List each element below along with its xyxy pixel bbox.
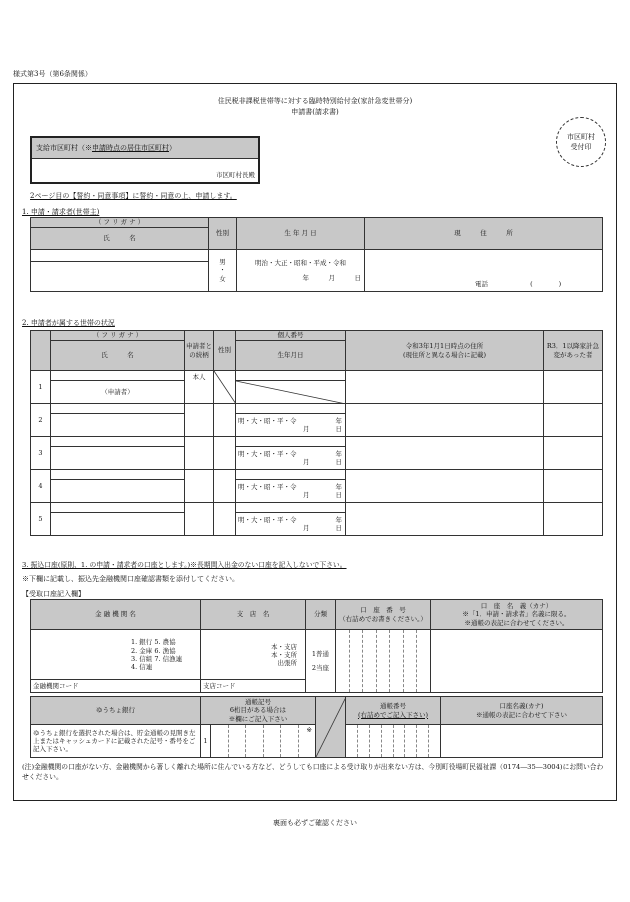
hh-name-input[interactable] <box>51 513 185 536</box>
hh-furigana-input[interactable] <box>51 371 185 381</box>
hh-dob-input[interactable]: 明・大・昭・平・令 年 月 日 <box>236 513 346 536</box>
diagonal-slash-icon <box>316 697 346 757</box>
name-input[interactable] <box>31 262 209 292</box>
hh-dob-input[interactable]: 明・大・昭・平・令 年 月 日 <box>236 414 346 437</box>
branch-code-input[interactable]: 支店コード <box>201 680 306 693</box>
jan1-address-header: 令和3年1月1日時点の住所 (現住所と異なる場合に記載) <box>346 331 544 371</box>
income-change-input[interactable] <box>544 404 603 437</box>
section2-heading: 2. 申請者が属する世帯の状況 <box>22 319 115 327</box>
jan1-address-input[interactable] <box>346 503 544 536</box>
section1-heading: 1. 申請・請求者(世帯主) <box>22 208 100 216</box>
relation-input[interactable] <box>185 470 214 503</box>
diagonal-slash-icon <box>214 371 236 404</box>
asterisk-mark: ※ <box>306 726 312 734</box>
yucho-description: ゆうちょ銀行を選択された場合は、貯金通帳の見開き左上またはキャッシュカードに記載された記号・番号をご記入下さい。 <box>31 725 201 758</box>
income-change-input[interactable] <box>544 503 603 536</box>
hh-sex-input[interactable] <box>214 437 236 470</box>
bank-name-input[interactable]: 1. 銀行 5. 農協 2. 金庫 6. 漁協 3. 信組 7. 信漁連 4. 信連 <box>31 630 201 680</box>
relation-input[interactable] <box>185 404 214 437</box>
title-line1: 住民税非課税世帯等に対する臨時特別給付金(家計急変世帯分) <box>217 97 413 105</box>
personal-no-input[interactable] <box>236 404 346 414</box>
account-holder-header: 口 座 名 義（カナ） ※「1．申請・請求者」名義に限る。 ※通帳の表記に合わせてください。 <box>431 600 603 630</box>
dob-input[interactable] <box>237 250 365 292</box>
account-no-header: 口 座 番 号 （右詰めでお書きください。） <box>336 600 431 630</box>
yucho-header: ゆうちょ銀行 <box>31 697 201 725</box>
applicant-label: （申請者） <box>101 387 134 396</box>
relation-input[interactable] <box>185 503 214 536</box>
bank-account-table <box>30 599 603 693</box>
hh-furigana-input[interactable] <box>51 503 185 513</box>
yucho-holder-input[interactable] <box>441 725 603 758</box>
hh-dob-input[interactable]: 明・大・昭・平・令 年 月 日 <box>236 480 346 503</box>
row-number: 1 <box>31 371 51 404</box>
yucho-slash-cell <box>316 697 346 758</box>
phone-parens: ( ) <box>530 279 562 288</box>
household-table <box>30 330 603 536</box>
hh-dob-input[interactable]: 明・大・昭・平・令 年 月 日 <box>236 447 346 470</box>
phone-label: 電話 <box>475 279 488 288</box>
address-header: 現 住 所 <box>365 218 603 250</box>
footnote: (注)金融機関の口座がない方、金融機関から著しく離れた場所に住んでいる方など、どうしても口座による受け取りが出来ない方は、今別町役場町民福祉課（0174―35―3004)にお問い合わせください。 <box>22 763 604 781</box>
yucho-one: 1 <box>201 725 211 758</box>
income-change-input[interactable] <box>544 470 603 503</box>
relation-input[interactable] <box>185 437 214 470</box>
mayor-label: 市区町村長殿 <box>216 171 255 179</box>
account-type-input[interactable]: 1普通 2当座 <box>306 630 336 693</box>
applicant-relation: 本人 <box>185 371 214 404</box>
hh-sex-input[interactable] <box>214 470 236 503</box>
hh-dob-header: 生年月日 <box>236 341 346 371</box>
furigana-header: （ フ リ ガ ナ ） <box>31 218 209 228</box>
income-change-input[interactable] <box>544 437 603 470</box>
municipality-box <box>30 136 260 184</box>
title-line2: 申請書(請求書) <box>291 107 339 116</box>
personal-no-input[interactable] <box>236 437 346 447</box>
bank-name-header: 金 融 機 関 名 <box>31 600 201 630</box>
date-units: 年 月 日 <box>302 274 361 282</box>
jan1-address-input[interactable] <box>346 437 544 470</box>
row-no-header <box>31 331 51 371</box>
row-number: 3 <box>31 437 51 470</box>
account-holder-input[interactable] <box>431 630 603 693</box>
hh-dob-input[interactable] <box>236 381 346 404</box>
municipality-label-underlined: 申請時点の居住市区町村 <box>92 144 169 152</box>
passbook-no-header: 通帳番号 (右詰めでご記入下さい) <box>346 697 441 725</box>
branch-name-header: 支 店 名 <box>201 600 306 630</box>
footer-note: 裏面も必ずご確認ください <box>273 819 357 827</box>
hh-furigana-header: （ フ リ ガ ナ ） <box>51 331 185 341</box>
jan1-address-input[interactable] <box>346 404 544 437</box>
personal-no-input[interactable] <box>236 371 346 381</box>
hh-sex-header: 性別 <box>214 331 236 371</box>
hh-name-input[interactable] <box>51 414 185 437</box>
relation-header: 申請者との続柄 <box>185 331 214 371</box>
dob-header: 生 年 月 日 <box>237 218 365 250</box>
reception-stamp <box>556 117 606 167</box>
account-no-input[interactable] <box>336 630 431 693</box>
hh-furigana-input[interactable] <box>51 470 185 480</box>
era-options: 明治・大正・昭和・平成・令和 <box>255 258 346 267</box>
applicant-name-input[interactable] <box>51 381 185 404</box>
category-header: 分類 <box>306 600 336 630</box>
name-header: 氏 名 <box>31 228 209 250</box>
row-number: 4 <box>31 470 51 503</box>
jan1-address-input[interactable] <box>346 470 544 503</box>
hh-sex-input[interactable] <box>214 503 236 536</box>
applicant-table <box>30 217 603 292</box>
personal-no-input[interactable] <box>236 470 346 480</box>
hh-furigana-input[interactable] <box>51 437 185 447</box>
address-input[interactable] <box>365 250 603 292</box>
income-change-input[interactable] <box>544 371 603 404</box>
diagonal-slash-icon <box>236 381 346 404</box>
hh-sex-input[interactable] <box>214 371 236 404</box>
yucho-table <box>30 696 603 758</box>
bank-code-input[interactable]: 金融機関コード <box>31 680 201 693</box>
hh-furigana-input[interactable] <box>51 404 185 414</box>
passbook-symbol-header: 通帳記号 6桁目がある場合は ※欄にご記入下さい <box>201 697 316 725</box>
stamp-line1: 市区町村 <box>567 133 595 141</box>
form-number: 様式第3号（第6条関係） <box>13 70 92 78</box>
municipality-label: 支給市区町村（※申請時点の居住市区町村） <box>32 138 258 159</box>
stamp-line2: 受付印 <box>570 143 592 151</box>
municipality-input[interactable] <box>32 159 258 181</box>
hh-name-input[interactable] <box>51 480 185 503</box>
section3-note: ※下欄に記載し、振込先金融機関口座確認書類を添付してください。 <box>22 575 239 583</box>
pledge-text: 2ページ目の【誓約・同意事項】に誓約・同意の上、申請します。 <box>30 192 237 200</box>
hh-name-input[interactable] <box>51 447 185 470</box>
passbook-symbol-input[interactable] <box>211 725 316 758</box>
form-title <box>100 96 530 117</box>
passbook-no-input[interactable] <box>346 725 441 758</box>
sex-options[interactable]: 男 ・ 女 <box>209 250 237 292</box>
jan1-address-input[interactable] <box>346 371 544 404</box>
row-number: 5 <box>31 503 51 536</box>
sex-header: 性別 <box>209 218 237 250</box>
personal-no-header: 個人番号 <box>236 331 346 341</box>
yucho-holder-header: 口座名義(カナ) ※通帳の表記に合わせて下さい <box>441 697 603 725</box>
personal-no-input[interactable] <box>236 503 346 513</box>
row-number: 2 <box>31 404 51 437</box>
branch-name-input[interactable]: 本・支店 本・支所 出張所 <box>201 630 306 680</box>
furigana-input[interactable] <box>31 250 209 262</box>
section3-heading: 3. 振込口座(原則、1. の申請・請求者の口座とします。)※長期間入出金のない口座を記入しないで下さい。 <box>22 561 347 569</box>
hh-sex-input[interactable] <box>214 404 236 437</box>
hh-name-header: 氏 名 <box>51 341 185 371</box>
account-box-title: 【受取口座記入欄】 <box>22 590 85 598</box>
income-change-header: R3．1以降家計急変があった者 <box>544 331 603 371</box>
